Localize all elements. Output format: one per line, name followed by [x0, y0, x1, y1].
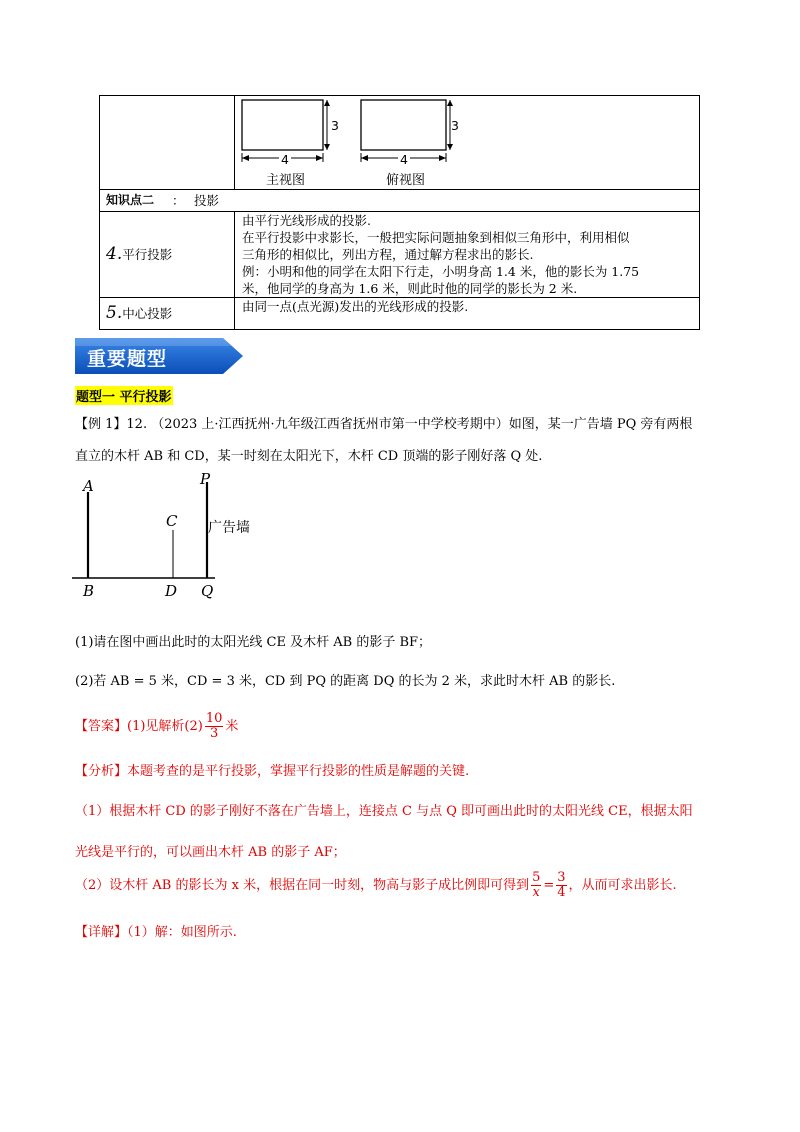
row5-number: 5.	[106, 303, 123, 323]
fraction-numerator: 3	[557, 870, 566, 885]
section-title: 知识点二	[106, 193, 155, 207]
wall-label: 广告墙	[208, 520, 250, 536]
top-view-rect	[361, 100, 446, 150]
analysis-p2-pre: （2）设木杆 AB 的影长为 x 米，根据在同一时刻，物高与影子成比例即可得到	[75, 878, 530, 893]
fraction-denominator: 4	[557, 885, 566, 900]
front-view-width-label: 4	[281, 152, 289, 167]
point-b-label: B	[83, 582, 95, 600]
row4-heading	[106, 246, 172, 263]
top-view-label: 俯视图	[386, 173, 426, 188]
banner-text: 重要题型	[87, 348, 168, 370]
example-line-2: 直立的木杆 AB 和 CD，某一时刻在太阳光下，木杆 CD 顶端的影子刚好落 Q 处.	[75, 449, 543, 464]
point-c-label: C	[166, 512, 178, 530]
row5-content: 由同一点(点光源)发出的光线形成的投影.	[242, 299, 469, 314]
section-name: 投影	[194, 193, 220, 208]
example-line-1: 【例 1】12. （2023 上·江西抚州·九年级江西省抚州市第一中学校考期中）如图，某一广告墙 PQ 旁有两根	[75, 417, 693, 432]
row4-line: 例：小明和他的同学在太阳下行走，小明身高 1.4 米，他的影长为 1.75	[242, 264, 640, 279]
fraction-3-over-4	[556, 871, 566, 900]
question-1: (1)请在图中画出此时的太阳光线 CE 及木杆 AB 的影子 BF；	[75, 635, 432, 650]
row4-content	[242, 212, 639, 297]
front-view-label: 主视图	[266, 173, 306, 188]
analysis-p2	[75, 871, 677, 900]
point-q-label: Q	[201, 582, 214, 600]
row4-line: 在平行投影中求影长，一般把实际问题抽象到相似三角形中，利用相似	[242, 230, 630, 245]
shadow-figure	[70, 470, 300, 605]
row5-heading	[106, 305, 172, 322]
answer-denominator: 3	[209, 726, 219, 741]
front-view-height-label: 3	[331, 118, 339, 133]
section-colon: ：	[172, 193, 185, 208]
point-p-label: P	[200, 470, 211, 488]
analysis-p1b: 光线是平行的，可以画出木杆 AB 的影子 AF；	[75, 845, 346, 860]
answer-unit: 米	[225, 719, 239, 734]
front-view-rect	[242, 100, 323, 150]
analysis-p1a: （1）根据木杆 CD 的影子刚好不落在广告墙上，连接点 C 与点 Q 即可画出此时的太阳光线 CE，根据太阳	[75, 804, 693, 819]
row4-line: 米，他同学的身高为 1.6 米，则此时他的同学的影长为 2 米.	[242, 281, 578, 296]
top-view-width-label: 4	[400, 152, 408, 167]
answer-numerator: 10	[205, 711, 223, 726]
equals-sign: =	[543, 878, 555, 893]
fraction-denominator: x	[532, 885, 540, 900]
row4-line: 由平行光线形成的投影.	[242, 213, 371, 228]
point-a-label: A	[83, 477, 94, 495]
point-d-label: D	[165, 582, 178, 600]
fraction-5-over-x	[531, 871, 541, 900]
answer-line	[75, 712, 238, 741]
row4-line: 三角形的相似比，列出方程，通过解方程求出的影长.	[242, 247, 534, 262]
analysis-p2-post: ，从而可求出影长.	[568, 878, 677, 893]
detail-line: 【详解】（1）解：如图所示.	[75, 925, 237, 940]
row5-name: 中心投影	[122, 306, 173, 321]
top-view-height-label: 3	[451, 118, 459, 133]
analysis-title: 【分析】本题考查的是平行投影，掌握平行投影的性质是解题的关键.	[75, 764, 470, 779]
row4-name: 平行投影	[122, 247, 173, 262]
row4-number: 4.	[106, 244, 123, 264]
question-2: (2)若 AB = 5 米，CD = 3 米，CD 到 PQ 的距离 DQ 的长为 2 米，求此时木杆 AB 的影长.	[75, 674, 616, 689]
type-heading: 题型一 平行投影	[75, 386, 173, 405]
fraction-numerator: 5	[532, 870, 541, 885]
answer-prefix: 【答案】(1)见解析(2)	[75, 719, 203, 734]
answer-fraction	[205, 712, 224, 741]
